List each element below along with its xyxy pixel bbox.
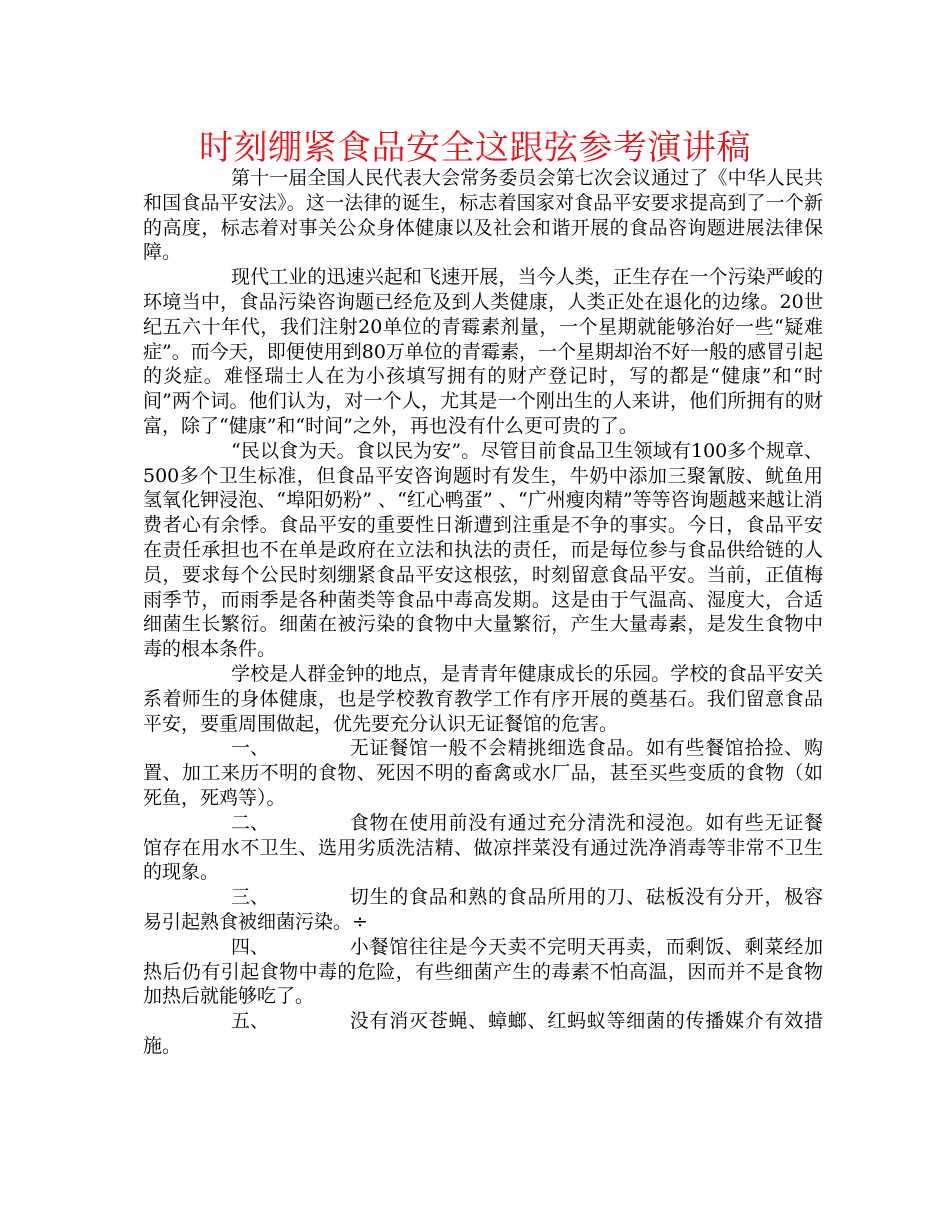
list-item-number: 三、 [231, 886, 270, 909]
list-item-text: 无证餐馆一般不会精挑细选食品。如有些餐馆拾捡、购置、加工来历不明的食物、死因不明的畜禽或水厂品，甚至买些变质的食物（如死鱼，死鸡等）。 [143, 737, 823, 809]
list-item-4 [143, 935, 823, 1009]
list-item-3 [143, 885, 823, 935]
paragraph-3: “民以食为天。食以民为安”。尽管目前食品卫生领域有100多个规章、500多个卫生标准，但食品平安咨询题时有发生，牛奶中添加三聚氰胺、鱿鱼用氢氧化钾浸泡、“埠阳奶粉” 、“红心鸭蛋” 、“广州瘦肉精”等等咨询题越来越让消费者心有余悸。食品平安的重要性日渐遭到注重是不争的事实。今日，食品平安在责任承担也不在单是政府在立法和执法的责任，而是每位参与食品供给链的人员，要求每个公民时刻绷紧食品平安这根弦，时刻留意食品平安。当前，正值梅雨季节，而雨季是各种菌类等食品中毒高发期。这是由于气温高、湿度大，合适细菌生长繁衍。细菌在被污染的食物中大量繁衍，产生大量毒素，是发生食物中毒的根本条件。 [143, 439, 823, 661]
list-item-text: 食物在使用前没有通过充分清洗和浸泡。如有些无证餐馆存在用水不卫生、选用劣质洗洁精、做凉拌菜没有通过洗净消毒等非常不卫生的现象。 [143, 811, 823, 884]
list-item-number: 四、 [231, 935, 270, 958]
list-item-text: 没有消灭苍蝇、蟑螂、红蚂蚁等细菌的传播媒介有效措施。 [143, 1010, 823, 1057]
list-item-number: 五、 [231, 1010, 270, 1033]
paragraph-4: 学校是人群金钟的地点，是青青年健康成长的乐园。学校的食品平安关系着师生的身体健康，也是学校教育教学工作有序开展的奠基石。我们留意食品平安，要重周围做起，优先要充分认识无证餐馆的危害。 [143, 662, 823, 735]
document-title: 时刻绷紧食品安全这跟弦参考演讲稿 [199, 128, 751, 168]
document-body [143, 166, 823, 1059]
paragraph-1: 第十一届全国人民代表大会常务委员会第七次会议通过了《中华人民共和国食品平安法》。这一法律的诞生，标志着国家对食品平安要求提高到了一个新的高度，标志着对事关公众身体健康以及社会和谐开展的食品咨询题进展法律保障。 [143, 167, 823, 264]
list-item-text: 小餐馆往往是今天卖不完明天再卖，而剩饭、剩菜经加热后仍有引起食物中毒的危险，有些细菌产生的毒素不怕高温，因而并不是食物加热后就能够吃了。 [143, 935, 823, 1008]
list-item-1 [143, 736, 823, 810]
paragraph-2: 现代工业的迅速兴起和飞速开展，当今人类，正生存在一个污染严峻的环境当中，食品污染咨询题已经危及到人类健康，人类正处在退化的边缘。20世纪五六十年代，我们注射20单位的青霉素剂量，一个星期就能够治好一些“疑难症”。而今天，即便使用到80万单位的青霉素，一个星期却治不好一般的感冒引起的炎症。难怪瑞士人在为小孩填写拥有的财产登记时，写的都是“健康”和“时间”两个词。他们认为，对一个人，尤其是一个刚出生的人来讲，他们所拥有的财富，除了“健康”和“时间”之外，再也没有什么更可贵的了。 [143, 266, 823, 437]
list-item-number: 一、 [231, 737, 270, 760]
list-item-number: 二、 [231, 811, 270, 834]
list-item-text: 切生的食品和熟的食品所用的刀、砝板没有分开，极容易引起熟食被细菌污染。÷ [143, 886, 823, 933]
list-item-2 [143, 811, 823, 885]
list-item-5 [143, 1009, 823, 1059]
